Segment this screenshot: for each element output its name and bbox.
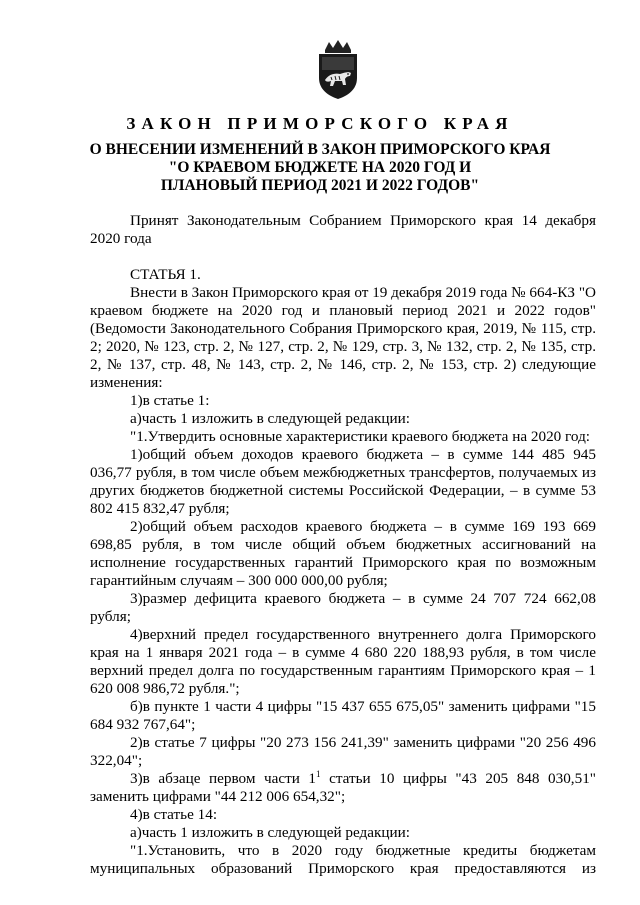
list-item: 1)общий объем доходов краевого бюджета – в сумме 144 485 945 036,77 рубля, в том числе объем межбюджетных трансфертов, получаемых из других бюджетов бюджетной системы Российской Федерации, – в сумме 53 802 415 832,47 рубля; bbox=[90, 446, 596, 517]
subtitle-line: О ВНЕСЕНИИ ИЗМЕНЕНИЙ В ЗАКОН ПРИМОРСКОГО КРАЯ bbox=[89, 141, 551, 158]
list-item-text: статьи 10 цифры "43 205 848 030,51" заменить цифрами "44 212 006 654,32"; bbox=[90, 770, 596, 805]
quoted-text: "1.Установить, что в 2020 году бюджетные кредиты бюджетам муниципальных образований Приморского края предоставляются из bbox=[90, 842, 596, 877]
list-item: 1)в статье 1: bbox=[130, 392, 210, 409]
superscript: 1 bbox=[316, 768, 321, 779]
list-item: 4)верхний предел государственного внутреннего долга Приморского края на 1 января 2021 года – в сумме 4 680 220 188,93 рубля, в том числе верхний предел долга по государственным гарантиям Приморского края – 1 620 008 986,72 рубля."; bbox=[90, 626, 596, 697]
list-item: 3)размер дефицита краевого бюджета – в сумме 24 707 724 662,08 рубля; bbox=[90, 590, 596, 625]
document-body bbox=[90, 212, 596, 878]
subtitle-line: ПЛАНОВЫЙ ПЕРИОД 2021 И 2022 ГОДОВ" bbox=[160, 177, 480, 194]
law-title: ЗАКОН ПРИМОРСКОГО КРАЯ bbox=[126, 114, 514, 133]
adoption-note: Принят Законодательным Собранием Приморского края 14 декабря 2020 года bbox=[90, 212, 596, 247]
list-item: 4)в статье 14: bbox=[130, 806, 218, 823]
primorsky-krai-coat-of-arms-icon bbox=[313, 40, 363, 100]
article-intro: Внести в Закон Приморского края от 19 декабря 2019 года № 664-КЗ "О краевом бюджете на 2020 год и плановый период 2021 и 2022 годов" (Ведомости Законодательного Собрания Приморского края, 2019, № 115, стр. 2; 2020, № 123, стр. 2, № 127, стр. 2, № 129, стр. 3, № 132, стр. 2, № 135, стр. 2, № 137, стр. 48, № 143, стр. 2, № 146, стр. 2, № 153, стр. 2) следующие изменения: bbox=[90, 284, 596, 391]
article-heading: СТАТЬЯ 1. bbox=[130, 266, 201, 283]
list-item: а)часть 1 изложить в следующей редакции: bbox=[130, 410, 411, 427]
list-item: 2)общий объем расходов краевого бюджета – в сумме 169 193 669 698,85 рубля, в том числе общий объем бюджетных ассигнований на исполнение государственных гарантий Приморского края по возможным гарантийным случаям – 300 000 000,00 рубля; bbox=[90, 518, 596, 589]
list-item bbox=[90, 770, 596, 806]
subtitle-line: "О КРАЕВОМ БЮДЖЕТЕ НА 2020 ГОД И bbox=[168, 159, 472, 176]
list-item: а)часть 1 изложить в следующей редакции: bbox=[130, 824, 411, 841]
law-subtitle bbox=[0, 141, 640, 195]
list-item-text: 3)в абзаце первом части 1 bbox=[130, 770, 317, 787]
quoted-text: "1.Утвердить основные характеристики краевого бюджета на 2020 год: bbox=[130, 428, 591, 445]
list-item: 2)в статье 7 цифры "20 273 156 241,39" заменить цифрами "20 256 496 322,04"; bbox=[90, 734, 596, 769]
list-item: б)в пункте 1 части 4 цифры "15 437 655 675,05" заменить цифрами "15 684 932 767,64"; bbox=[90, 698, 596, 733]
